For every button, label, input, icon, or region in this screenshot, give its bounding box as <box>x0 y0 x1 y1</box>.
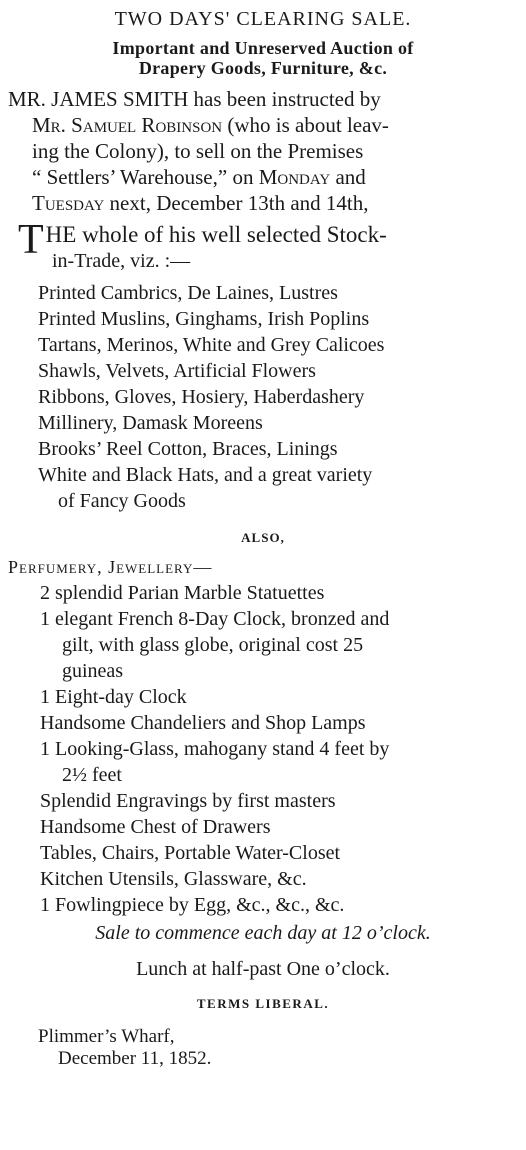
list-item: 1 Fowlingpiece by Egg, &c., &c., &c. <box>40 894 345 916</box>
list-item-continuation: of Fancy Goods <box>58 490 186 512</box>
day-monday: Monday <box>258 165 331 189</box>
list-item: Brooks’ Reel Cotton, Braces, Linings <box>38 438 338 460</box>
list-item: Handsome Chest of Drawers <box>40 816 271 838</box>
lunch-note: Lunch at half-past One o’clock. <box>136 958 390 980</box>
intro-line-2-rest: (who is about leav- <box>222 113 389 137</box>
intro-line-4 <box>8 164 520 190</box>
list-item: Handsome Chandeliers and Shop Lamps <box>40 712 366 734</box>
list-item: Millinery, Damask Moreens <box>38 412 263 434</box>
terms-heading: TERMS LIBERAL. <box>196 996 330 1011</box>
intro-line-5 <box>8 190 520 216</box>
stock-paragraph <box>18 217 520 274</box>
stock-line-2: in-Trade, viz. :— <box>52 250 191 272</box>
sale-time-note: Sale to commence each day at 12 o’clock. <box>95 922 431 944</box>
ad-title: TWO DAYS' CLEARING SALE. <box>114 8 412 30</box>
intro-line-3: ing the Colony), to sell on the Premises <box>32 139 364 163</box>
intro-line-5-b: next, December 13th and 14th, <box>104 191 369 215</box>
stock-line-1: HE whole of his well selected Stock- <box>45 222 387 247</box>
list-item-continuation: gilt, with glass globe, original cost 25 <box>62 634 364 656</box>
list-item: Ribbons, Gloves, Hosiery, Haberdashery <box>38 386 365 408</box>
perfumery-heading: Perfumery, Jewellery— <box>8 557 213 577</box>
address-date: December 11, 1852. <box>58 1048 212 1069</box>
list-item-continuation: guineas <box>62 660 124 682</box>
intro-line-2 <box>8 112 520 138</box>
day-tuesday: Tuesday <box>32 191 105 215</box>
list-item: Shawls, Velvets, Artificial Flowers <box>38 360 316 382</box>
intro-paragraph <box>8 86 520 216</box>
list-item: Tables, Chairs, Portable Water-Closet <box>40 842 341 864</box>
list-item: Tartans, Merinos, White and Grey Calicoes <box>38 334 385 356</box>
list-item: White and Black Hats, and a great variety <box>38 464 373 486</box>
list-item: Splendid Engravings by first masters <box>40 790 336 812</box>
list-item: Printed Cambrics, De Laines, Lustres <box>38 282 338 304</box>
drop-cap: T <box>18 217 44 263</box>
intro-line-4-c: and <box>330 165 366 189</box>
list-item: Kitchen Utensils, Glassware, &c. <box>40 868 307 890</box>
intro-line-1: MR. JAMES SMITH has been instructed by <box>8 87 381 111</box>
address-block <box>38 1026 526 1070</box>
list-item-continuation: 2½ feet <box>62 764 122 786</box>
ad-subtitle-1: Important and Unreserved Auction of <box>112 38 414 58</box>
list-item: 1 elegant French 8-Day Clock, bronzed and <box>40 608 390 630</box>
address-line-1: Plimmer’s Wharf, <box>38 1026 175 1047</box>
intro-line-4-a: “ Settlers’ Warehouse,” on <box>32 165 259 189</box>
drapery-list <box>38 280 526 514</box>
advertisement-page <box>0 6 526 1150</box>
list-item: 1 Looking-Glass, mahogany stand 4 feet by <box>40 738 390 760</box>
list-item: 1 Eight-day Clock <box>40 686 187 708</box>
list-item: 2 splendid Parian Marble Statuettes <box>40 582 325 604</box>
ad-subtitle-2: Drapery Goods, Furniture, &c. <box>138 58 388 78</box>
seller-name: Mr. Samuel Robinson <box>32 113 223 137</box>
furniture-list <box>40 580 520 918</box>
also-heading: ALSO, <box>241 530 285 545</box>
list-item: Printed Muslins, Ginghams, Irish Poplins <box>38 308 370 330</box>
